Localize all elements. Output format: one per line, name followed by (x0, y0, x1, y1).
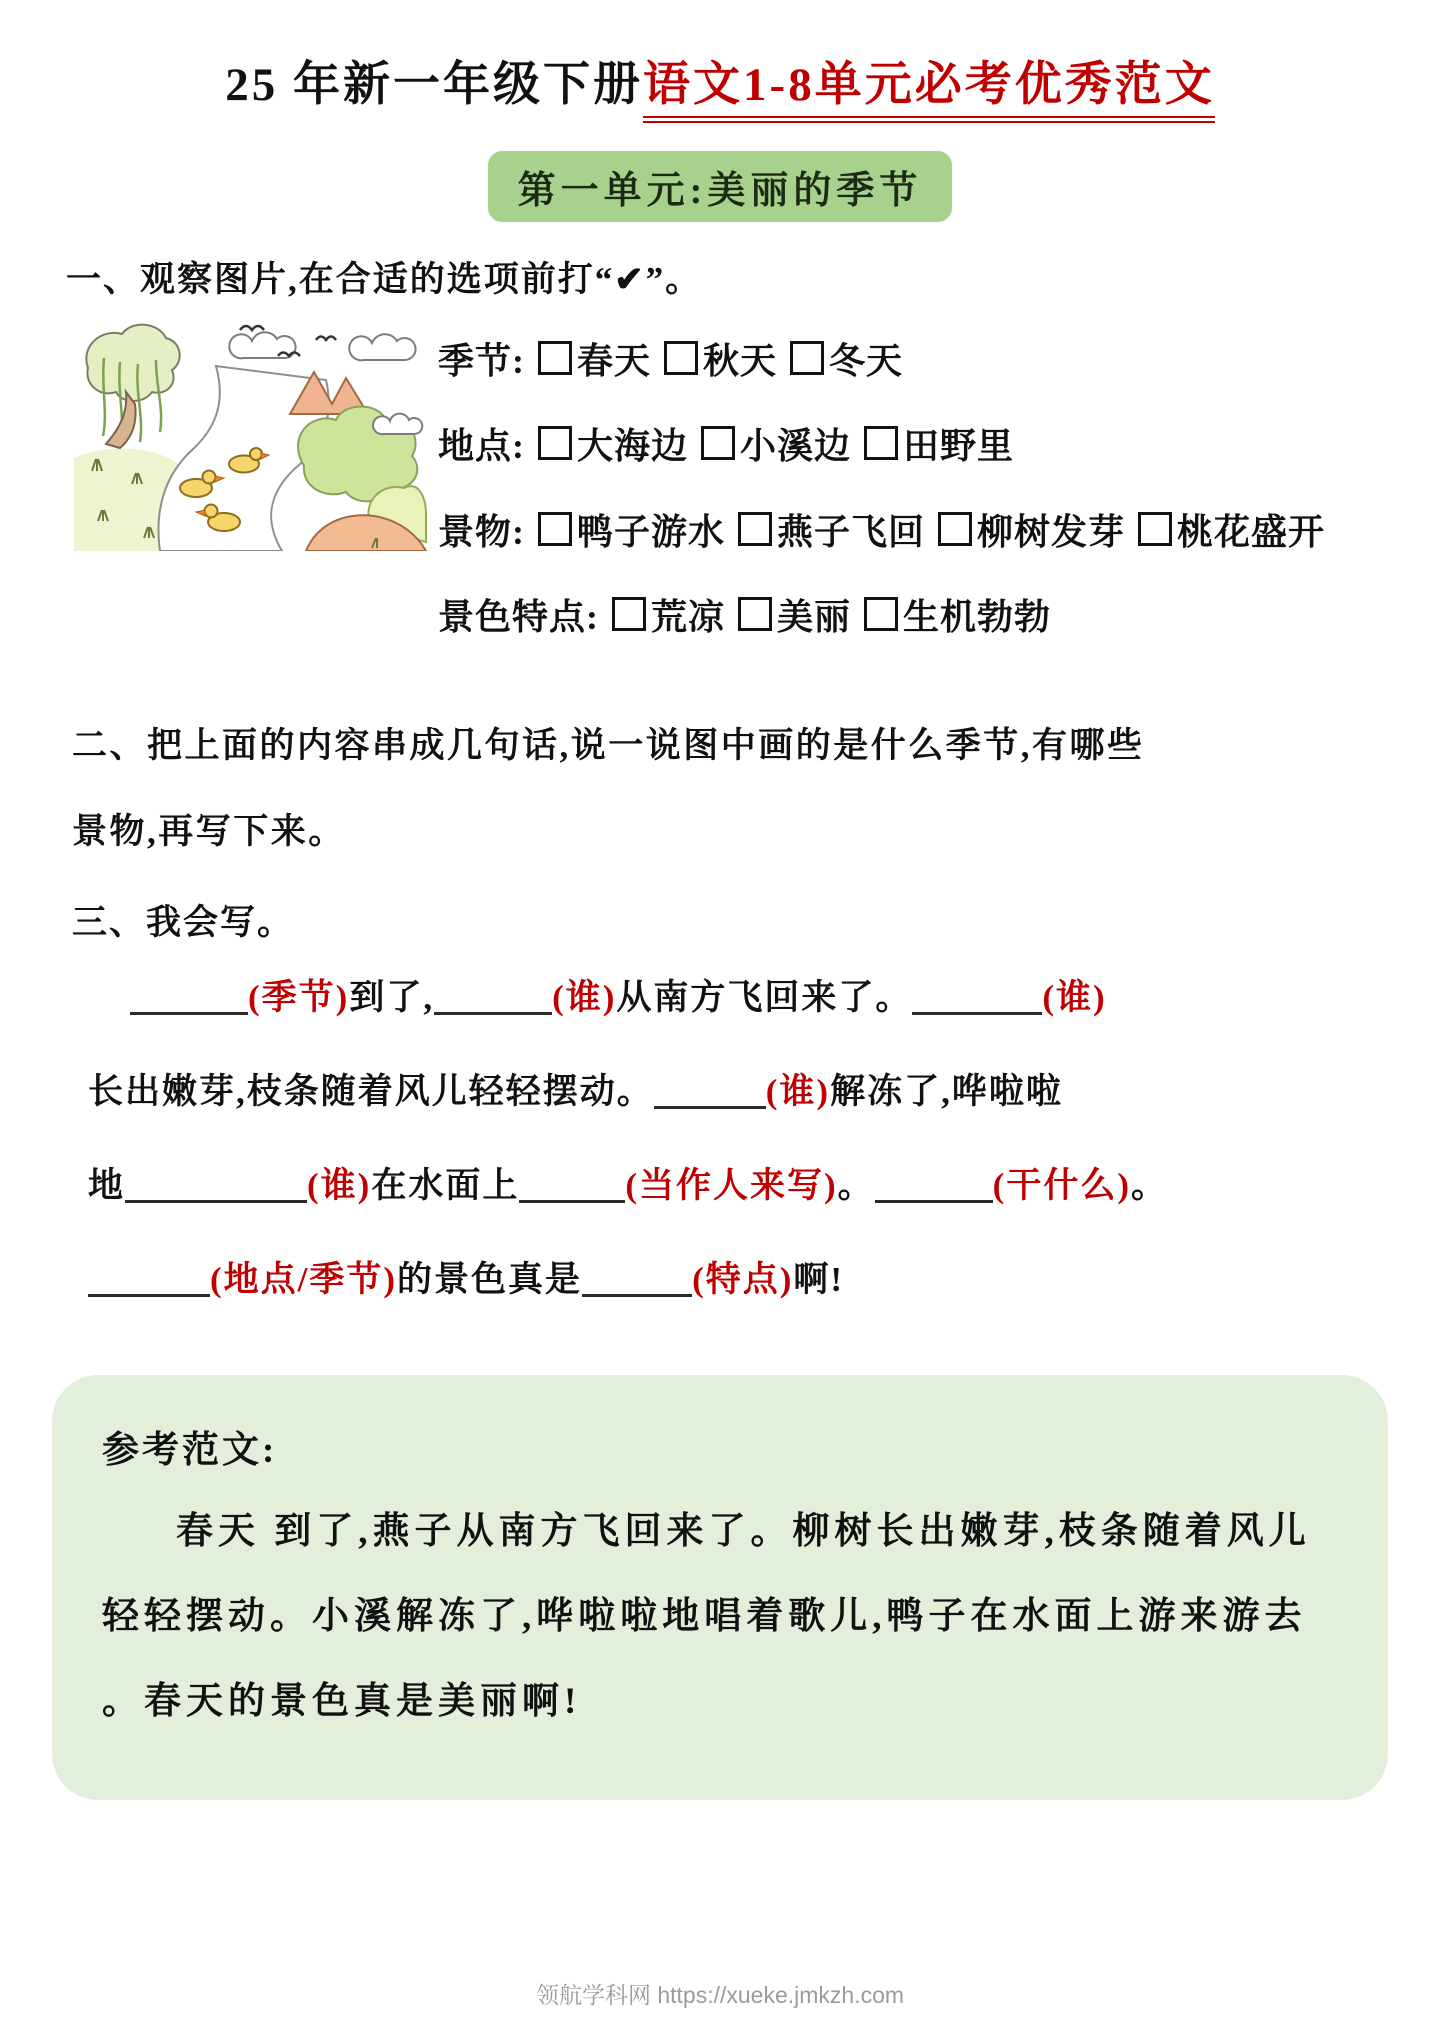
fill-text: 地 (88, 1165, 126, 1205)
fill-text: 在水面上 (371, 1165, 520, 1205)
fill-text: 从南方飞回来了。 (616, 977, 913, 1017)
fill-text: 长出嫩芽,枝条随着风儿轻轻摆动。 (88, 1071, 654, 1111)
blank-underline (519, 1170, 625, 1203)
option-item-label: 燕子飞回 (777, 511, 926, 552)
hint-text: (谁) (307, 1165, 372, 1205)
checkbox-icon[interactable] (538, 426, 572, 460)
bird-icon (316, 336, 336, 340)
option-row-2 (438, 503, 1384, 562)
option-row-0 (438, 332, 1384, 391)
fill-line-1 (88, 1045, 1400, 1139)
option-row-1 (438, 417, 1384, 476)
checkbox-icon[interactable] (701, 426, 735, 460)
fill-text: 。 (1130, 1165, 1168, 1205)
checkbox-icon[interactable] (738, 512, 772, 546)
unit-banner-row (0, 151, 1440, 222)
option-row-label: 季节: (438, 340, 525, 381)
checkbox-icon[interactable] (790, 341, 824, 375)
checkbox-icon[interactable] (664, 341, 698, 375)
footer-watermark: 领航学科网 https://xueke.jmkzh.com (535, 1982, 905, 2008)
blank-underline (875, 1170, 993, 1203)
hint-text: (谁) (765, 1071, 831, 1111)
option-row-label: 地点: (438, 426, 525, 467)
options-list (428, 316, 1384, 674)
checkbox-icon[interactable] (538, 341, 572, 375)
page-footer (0, 1977, 1440, 2010)
hint-text: (谁) (1042, 977, 1107, 1017)
checkbox-icon[interactable] (864, 597, 898, 631)
blank-underline (434, 982, 552, 1015)
title-black-part: 25 年新一年级下册 (225, 59, 644, 111)
blank-underline (582, 1264, 692, 1297)
option-row-label: 景色特点: (438, 596, 599, 637)
question3-heading: 三、我会写。 (72, 902, 295, 942)
unit-banner: 第一单元:美丽的季节 (488, 151, 953, 222)
reference-box (52, 1375, 1388, 1800)
hint-text: (谁) (552, 977, 617, 1017)
fill-line-0 (88, 951, 1400, 1045)
page-title (0, 56, 1440, 115)
checkbox-icon[interactable] (864, 426, 898, 460)
option-item-label: 鸭子游水 (577, 511, 726, 552)
question2-text: 二、把上面的内容串成几句话,说一说图中画的是什么季节,有哪些景物,再写下来。 (72, 726, 1145, 852)
fill-in-blanks (88, 951, 1400, 1327)
option-item-label: 荒凉 (651, 596, 726, 637)
blank-underline (88, 1264, 210, 1297)
option-item-label: 美丽 (777, 596, 852, 637)
fill-text: 解冻了,哗啦啦 (830, 1071, 1063, 1111)
option-row-3 (438, 588, 1384, 647)
fill-line-3 (88, 1233, 1400, 1327)
hint-text: (当作人来写) (625, 1165, 838, 1205)
blank-underline (654, 1076, 766, 1109)
fill-text: 。 (837, 1165, 875, 1205)
option-row-label: 景物: (438, 511, 525, 552)
checkbox-icon[interactable] (538, 512, 572, 546)
checkbox-icon[interactable] (738, 597, 772, 631)
question1-body (72, 316, 1384, 674)
reference-paragraph: 春天 到了,燕子从南方飞回来了。柳树长出嫩芽,枝条随着风儿轻轻摆动。小溪解冻了,哗啦啦地唱着歌儿,鸭子在水面上游来游去 。春天的景色真是美丽啊! (102, 1510, 1311, 1722)
hint-text: (季节) (248, 977, 350, 1017)
fill-line-2 (88, 1139, 1400, 1233)
cloud-icon (373, 413, 422, 434)
checkbox-icon[interactable] (938, 512, 972, 546)
willow-tree-icon (86, 324, 179, 447)
bird-icon (240, 326, 264, 330)
fill-text: 的景色真是 (397, 1259, 583, 1299)
blank-underline (130, 982, 248, 1015)
checkbox-icon[interactable] (612, 597, 646, 631)
hint-text: (干什么) (992, 1165, 1131, 1205)
option-item-label: 桃花盛开 (1177, 511, 1326, 552)
option-item-label: 田野里 (903, 426, 1015, 467)
reference-label: 参考范文: (102, 1429, 278, 1471)
option-item-label: 柳树发芽 (977, 511, 1126, 552)
option-item-label: 春天 (577, 340, 652, 381)
title-red-part: 语文1-8单元必考优秀范文 (643, 59, 1215, 123)
hint-text: (地点/季节) (210, 1259, 398, 1299)
option-item-label: 秋天 (703, 340, 778, 381)
hint-text: (特点) (692, 1259, 794, 1299)
option-item-label: 小溪边 (740, 426, 852, 467)
cloud-icon (349, 334, 415, 360)
blank-underline (912, 982, 1042, 1015)
option-item-label: 大海边 (577, 426, 689, 467)
option-item-label: 生机勃勃 (903, 596, 1052, 637)
fill-text: 啊! (793, 1259, 845, 1299)
spring-scene-illustration (72, 316, 428, 674)
option-item-label: 冬天 (829, 340, 904, 381)
blank-underline (125, 1170, 307, 1203)
fill-text: 到了, (349, 977, 435, 1017)
question1-heading: 一、观察图片,在合适的选项前打“✔”。 (66, 259, 703, 299)
checkbox-icon[interactable] (1138, 512, 1172, 546)
